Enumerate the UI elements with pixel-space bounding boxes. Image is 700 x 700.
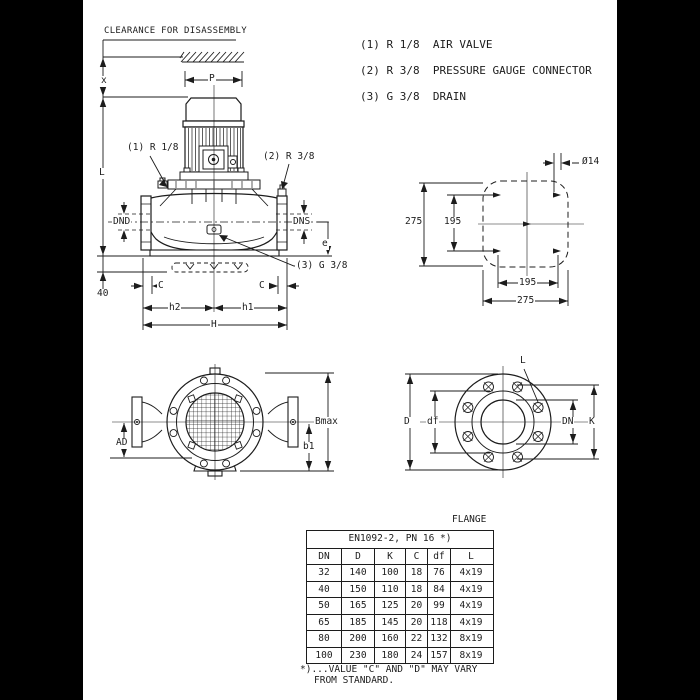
dim-label-flange-l: L <box>520 355 526 366</box>
cell: 8x19 <box>450 648 491 664</box>
callout-1-air-valve: (1) R 1/8 <box>127 142 179 153</box>
col-l: L <box>450 549 491 565</box>
cell: 180 <box>374 648 405 664</box>
front-view-drawing <box>105 358 345 483</box>
table-row <box>307 582 493 599</box>
flange-table-header: EN1092-2, PN 16 *) <box>307 531 493 549</box>
dim-label-dns: DNS <box>293 216 311 227</box>
note-drain: (3) G 3/8 DRAIN <box>360 90 466 103</box>
dim-label-40: 40 <box>97 288 109 299</box>
cell: 65 <box>318 616 330 628</box>
cell: 165 <box>341 598 374 614</box>
col-k: K <box>374 549 405 565</box>
cell: 24 <box>405 648 427 664</box>
col-d: D <box>341 549 374 565</box>
note-pressure-gauge: (2) R 3/8 PRESSURE GAUGE CONNECTOR <box>360 64 592 77</box>
table-row <box>307 598 493 615</box>
cell: 18 <box>405 582 427 598</box>
table-row <box>307 565 493 582</box>
side-view-drawing <box>95 24 350 334</box>
table-footnote-line2: FROM STANDARD. <box>314 675 395 686</box>
note-air-valve: (1) R 1/8 AIR VALVE <box>360 38 493 51</box>
dim-label-flange-df: df <box>427 416 439 427</box>
cell: 160 <box>374 631 405 647</box>
cell: 20 <box>405 598 427 614</box>
cell: 18 <box>405 565 427 581</box>
col-dn: DN <box>318 550 330 562</box>
dim-label-c-right: C <box>259 280 265 291</box>
cell: 84 <box>427 582 450 598</box>
dim-label-p: P <box>209 73 215 84</box>
dim-label-195-horiz: 195 <box>519 277 537 288</box>
callout-3-drain: (3) G 3/8 <box>296 260 348 271</box>
dim-label-hole-dia: Ø14 <box>582 156 600 167</box>
cell: 4x19 <box>450 582 491 598</box>
cell: 20 <box>405 615 427 631</box>
dim-label-275-vert: 275 <box>405 216 423 227</box>
cell: 145 <box>374 615 405 631</box>
flange-table <box>306 530 494 664</box>
table-row <box>307 615 493 632</box>
dim-label-ad: AD <box>116 437 128 448</box>
cell: 4x19 <box>450 615 491 631</box>
cell: 125 <box>374 598 405 614</box>
cell: 230 <box>341 648 374 664</box>
dim-label-flange-k: K <box>589 416 595 427</box>
cell: 100 <box>315 649 333 661</box>
cell: 110 <box>374 582 405 598</box>
dim-label-flange-d: D <box>404 416 410 427</box>
cell: 22 <box>405 631 427 647</box>
dim-label-h1: h1 <box>242 302 254 313</box>
dim-label-c-left: C <box>158 280 164 291</box>
col-c: C <box>405 549 427 565</box>
cell: 185 <box>341 615 374 631</box>
table-row <box>307 631 493 648</box>
cell: 140 <box>341 565 374 581</box>
dim-label-dnd: DND <box>113 216 131 227</box>
dim-label-h2: h2 <box>169 302 181 313</box>
table-footnote-line1: *)...VALUE "C" AND "D" MAY VARY <box>300 664 478 675</box>
clearance-title: CLEARANCE FOR DISASSEMBLY <box>104 26 247 36</box>
cell: 8x19 <box>450 631 491 647</box>
cell: 99 <box>427 598 450 614</box>
cell: 76 <box>427 565 450 581</box>
dim-label-195-vert: 195 <box>444 216 462 227</box>
col-df: df <box>427 549 450 565</box>
dim-label-bmax: Bmax <box>315 416 338 427</box>
cell: 150 <box>341 582 374 598</box>
dim-label-x: x <box>101 75 107 86</box>
table-caption: FLANGE <box>452 514 487 525</box>
dim-label-b1: b1 <box>303 441 315 452</box>
cell: 50 <box>318 600 330 611</box>
cell: 4x19 <box>450 565 491 581</box>
callout-2-pressure-gauge: (2) R 3/8 <box>263 151 315 162</box>
flange-table-columns <box>307 549 493 566</box>
cell: 118 <box>427 615 450 631</box>
dim-label-flange-dn: DN <box>562 416 574 427</box>
cell: 132 <box>427 631 450 647</box>
dim-label-e: e <box>322 238 328 249</box>
cell: 200 <box>341 631 374 647</box>
dim-label-275-horiz: 275 <box>517 295 535 306</box>
dim-label-l: L <box>99 167 105 178</box>
cell: 157 <box>427 648 450 664</box>
cell: 4x19 <box>450 598 491 614</box>
cell: 100 <box>374 565 405 581</box>
table-row <box>307 648 493 664</box>
cell: 80 <box>318 633 330 644</box>
cell: 32 <box>318 567 330 578</box>
cell: 40 <box>318 583 330 595</box>
dim-label-h: H <box>211 319 217 330</box>
